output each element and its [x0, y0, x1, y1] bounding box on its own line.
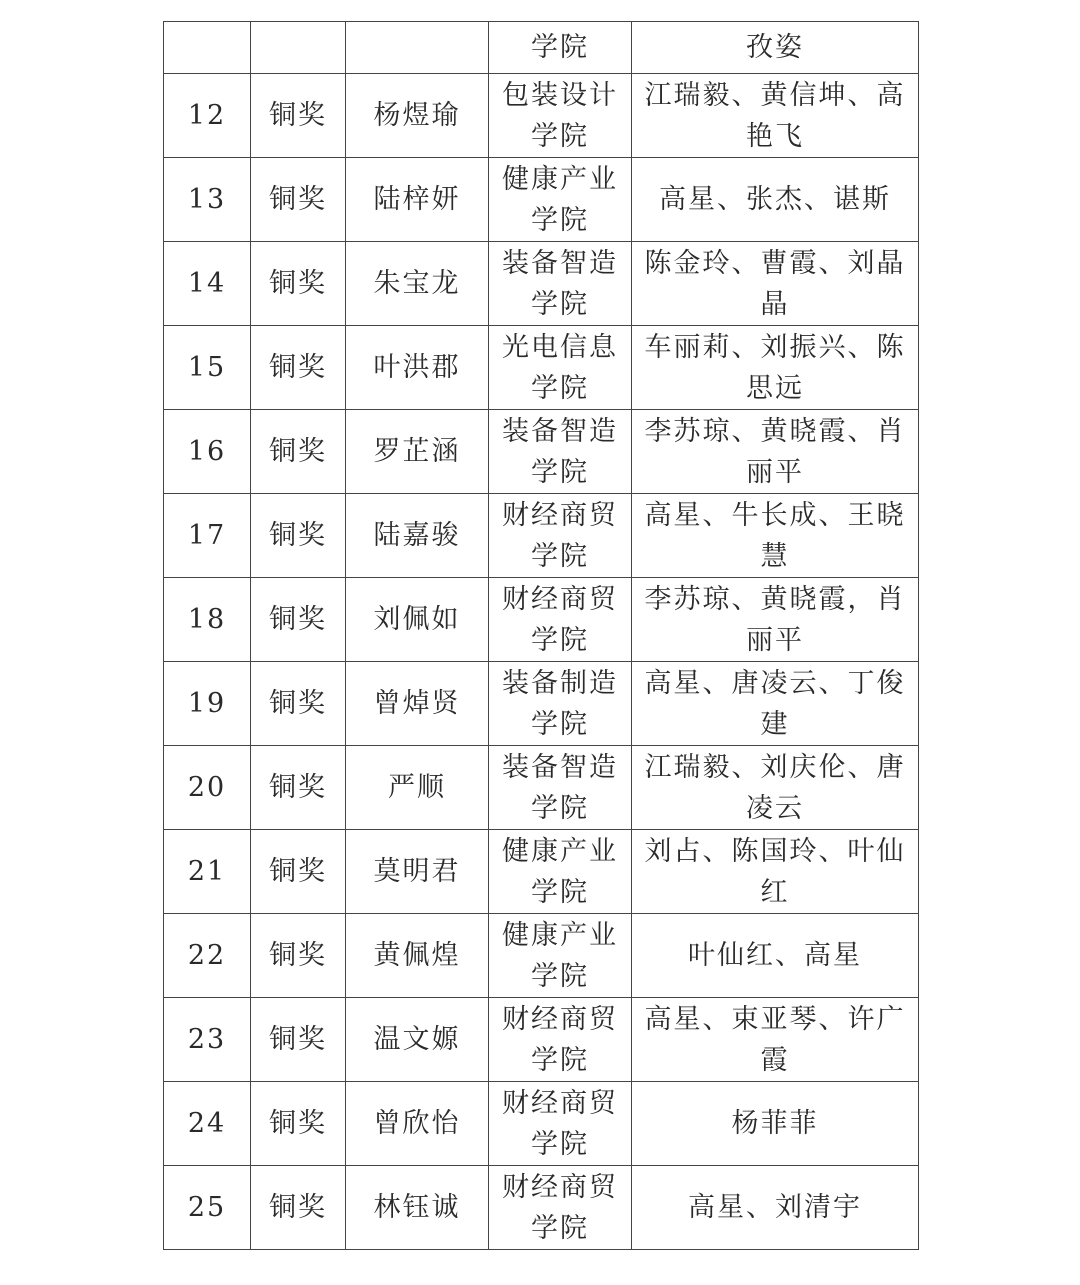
cell-award [251, 22, 346, 74]
cell-college: 装备制造学院 [489, 662, 632, 746]
cell-college: 装备智造学院 [489, 746, 632, 830]
award-table [163, 21, 919, 1250]
cell-no: 16 [164, 410, 251, 494]
cell-award: 铜奖 [251, 158, 346, 242]
cell-award: 铜奖 [251, 830, 346, 914]
cell-no: 25 [164, 1166, 251, 1250]
table-row-continued-header [164, 22, 919, 74]
cell-name: 黄佩煌 [346, 914, 489, 998]
cell-teacher: 江瑞毅、刘庆伦、唐凌云 [632, 746, 919, 830]
cell-name: 曾焯贤 [346, 662, 489, 746]
cell-name: 陆嘉骏 [346, 494, 489, 578]
cell-teacher: 叶仙红、高星 [632, 914, 919, 998]
cell-name: 刘佩如 [346, 578, 489, 662]
cell-no: 13 [164, 158, 251, 242]
table-row [164, 578, 919, 662]
cell-college: 光电信息学院 [489, 326, 632, 410]
cell-college: 财经商贸学院 [489, 578, 632, 662]
cell-award: 铜奖 [251, 326, 346, 410]
cell-award: 铜奖 [251, 494, 346, 578]
cell-award: 铜奖 [251, 242, 346, 326]
table-row [164, 494, 919, 578]
cell-award: 铜奖 [251, 914, 346, 998]
cell-award: 铜奖 [251, 746, 346, 830]
table-row [164, 74, 919, 158]
cell-college: 财经商贸学院 [489, 998, 632, 1082]
cell-name: 朱宝龙 [346, 242, 489, 326]
cell-name: 陆梓妍 [346, 158, 489, 242]
cell-teacher: 高星、刘清宇 [632, 1166, 919, 1250]
table-row [164, 410, 919, 494]
table-row [164, 746, 919, 830]
cell-no: 19 [164, 662, 251, 746]
cell-name: 严顺 [346, 746, 489, 830]
cell-teacher: 高星、束亚琴、许广霞 [632, 998, 919, 1082]
cell-no: 24 [164, 1082, 251, 1166]
cell-teacher: 高星、张杰、谌斯 [632, 158, 919, 242]
cell-college: 财经商贸学院 [489, 494, 632, 578]
cell-no: 23 [164, 998, 251, 1082]
cell-teacher: 刘占、陈国玲、叶仙红 [632, 830, 919, 914]
cell-college: 健康产业学院 [489, 914, 632, 998]
cell-teacher: 李苏琼、黄晓霞、肖丽平 [632, 410, 919, 494]
cell-college: 学院 [489, 22, 632, 74]
cell-college: 健康产业学院 [489, 830, 632, 914]
cell-college: 装备智造学院 [489, 242, 632, 326]
cell-name: 温文嫄 [346, 998, 489, 1082]
cell-teacher: 江瑞毅、黄信坤、高艳飞 [632, 74, 919, 158]
award-table-body [164, 22, 919, 1250]
table-row [164, 662, 919, 746]
table-row [164, 998, 919, 1082]
cell-name: 莫明君 [346, 830, 489, 914]
table-row [164, 158, 919, 242]
cell-teacher: 高星、唐凌云、丁俊建 [632, 662, 919, 746]
cell-name: 罗芷涵 [346, 410, 489, 494]
cell-college: 包装设计学院 [489, 74, 632, 158]
cell-award: 铜奖 [251, 578, 346, 662]
cell-no: 15 [164, 326, 251, 410]
cell-award: 铜奖 [251, 1082, 346, 1166]
cell-name: 曾欣怡 [346, 1082, 489, 1166]
cell-no: 21 [164, 830, 251, 914]
cell-name: 林钰诚 [346, 1166, 489, 1250]
cell-award: 铜奖 [251, 1166, 346, 1250]
cell-college: 装备智造学院 [489, 410, 632, 494]
table-row [164, 914, 919, 998]
cell-no [164, 22, 251, 74]
table-row [164, 242, 919, 326]
cell-no: 14 [164, 242, 251, 326]
cell-teacher: 高星、牛长成、王晓慧 [632, 494, 919, 578]
table-row [164, 1082, 919, 1166]
cell-name: 叶洪郡 [346, 326, 489, 410]
cell-no: 22 [164, 914, 251, 998]
cell-teacher: 孜姿 [632, 22, 919, 74]
cell-college: 财经商贸学院 [489, 1166, 632, 1250]
cell-teacher: 车丽莉、刘振兴、陈思远 [632, 326, 919, 410]
cell-teacher: 陈金玲、曹霞、刘晶晶 [632, 242, 919, 326]
cell-award: 铜奖 [251, 998, 346, 1082]
table-row [164, 830, 919, 914]
cell-name [346, 22, 489, 74]
cell-no: 18 [164, 578, 251, 662]
cell-no: 20 [164, 746, 251, 830]
cell-college: 健康产业学院 [489, 158, 632, 242]
cell-no: 17 [164, 494, 251, 578]
cell-award: 铜奖 [251, 74, 346, 158]
table-row [164, 326, 919, 410]
table-row [164, 1166, 919, 1250]
cell-college: 财经商贸学院 [489, 1082, 632, 1166]
cell-name: 杨煜瑜 [346, 74, 489, 158]
cell-teacher: 李苏琼、黄晓霞，肖丽平 [632, 578, 919, 662]
cell-no: 12 [164, 74, 251, 158]
cell-award: 铜奖 [251, 410, 346, 494]
cell-award: 铜奖 [251, 662, 346, 746]
cell-teacher: 杨菲菲 [632, 1082, 919, 1166]
